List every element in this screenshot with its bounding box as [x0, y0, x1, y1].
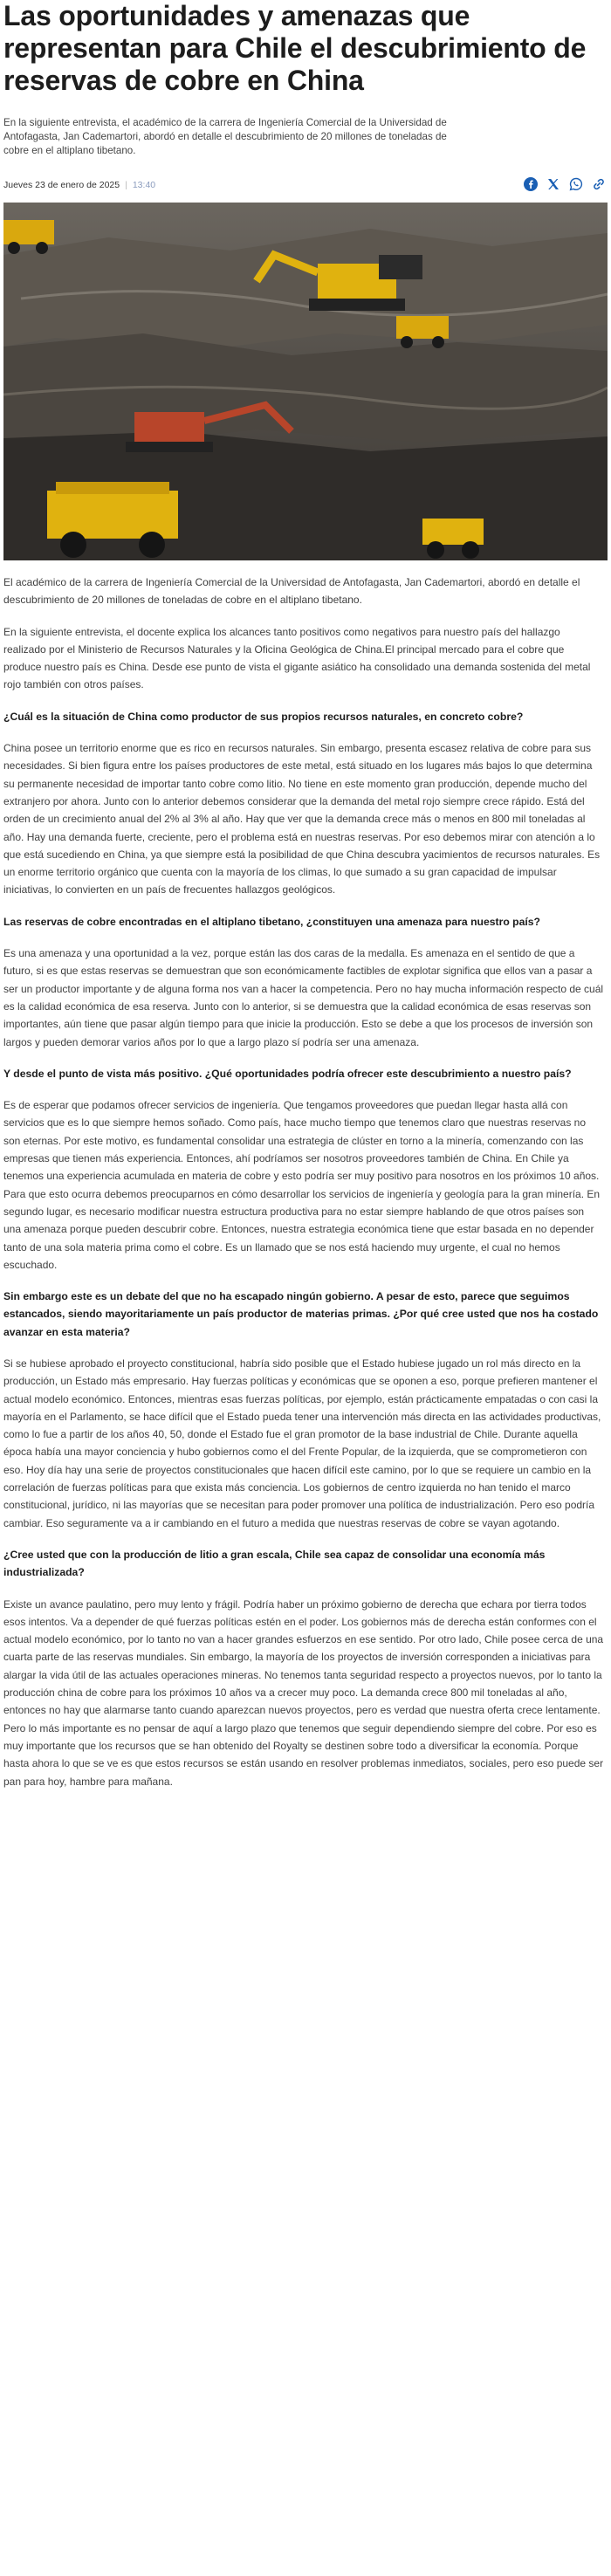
answer-3: Es de esperar que podamos ofrecer servicios de ingeniería. Que tengamos proveedores que puedan llegar hasta allá con servicios que es lo que siempre hemos soñado. Como país, hace mucho tiempo que tenemos claro que nuestras reservas no son eternas. Por este motivo, es fundamental consolidar una estrategia de clúster en torno a la minería, comenzando con las empresas que tienen más experiencia. Entonces, ahí podríamos ser nosotros proveedores también de China. En Chile ya tenemos una experiencia acumulada en materia de cobre y esto podría ser muy positivo para nosotros en los próximos 10 años. Para que esto ocurra debemos preocuparnos en cómo desarrollar los servicios de ingeniería y geología para la gran minería. En segundo lugar, es necesario modificar nuestra estructura productiva para no estar siempre hablando de que otros países son una amenaza porque pueden descubrir cobre. Entonces, nuestra estrategia económica tiene que estar basada en no depender tanto de una sola materia prima como el cobre. Es un llamado que se nos está haciendo muy urgente, el cual no hemos escuchado. [3, 1099, 601, 1271]
question-3: Y desde el punto de vista más positivo. ¿Qué oportunidades podría ofrecer este descubrimiento a nuestro país? [3, 1067, 572, 1080]
article-meta [3, 180, 155, 190]
context-paragraph: En la siguiente entrevista, el docente explica los alcances tanto positivos como negativos para nuestro país del hallazgo realizado por el Ministerio de Recursos Naturales y la Oficina Geológica de China.El principal mercado para el cobre que produce nuestro país es China. Desde ese punto de vista el gigante asiático ha consolidado una demanda sostenida del metal rojo también con otros países. [3, 625, 591, 691]
headline: Las oportunidades y amenazas que representan para Chile el descubrimiento de reservas de cobre en China [3, 0, 587, 96]
question-2: Las reservas de cobre encontradas en el altiplano tibetano, ¿constituyen una amenaza para nuestro país? [3, 915, 540, 928]
mining-photo [3, 203, 608, 560]
lead-paragraph: En la siguiente entrevista, el académico de la carrera de Ingeniería Comercial de la Universidad de Antofagasta, Jan Cademartori, abordó en detalle el descubrimiento de 20 millones de toneladas de cobre en el altiplano tibetano. [3, 117, 447, 156]
meta-separator: | [125, 180, 127, 190]
facebook-icon[interactable] [524, 177, 538, 191]
whatsapp-icon[interactable] [569, 177, 583, 191]
publish-date: Jueves 23 de enero de 2025 [3, 180, 120, 190]
answer-2: Es una amenaza y una oportunidad a la vez, porque están las dos caras de la medalla. Es amenaza en el sentido de que a futuro, si es que estas reservas se demuestran que son económicamente factibles de explotar significa que ellos van a pasar a ser un productor importante y de alguna forma nos van a hacer la competencia. Pero no hay mucha información respecto de cuál es la calidad económica de esa reserva. Junto con lo anterior, si se demuestra que la calidad económica de esas reservas son importantes, aún tiene que pasar algún tiempo para que inicie la producción. Esto se debe a que los procesos de inversión son largos y pueden demorar varios años por lo que a largo plazo sí podría ser una amenaza. [3, 947, 604, 1048]
question-1: ¿Cuál es la situación de China como productor de sus propios recursos naturales, en concreto cobre? [3, 710, 524, 723]
x-icon[interactable] [546, 177, 560, 191]
question-4: Sin embargo este es un debate del que no ha escapado ningún gobierno. A pesar de esto, parece que seguimos estancados, siendo mayoritariamente un país productor de materias primas. ¿Por qué cree usted que nos ha costado avanzar en esta materia? [3, 1290, 599, 1338]
intro-paragraph: El académico de la carrera de Ingeniería Comercial de la Universidad de Antofagasta, Jan Cademartori, abordó en detalle el descubrimiento de 20 millones de toneladas de cobre en el altiplano tibetano. [3, 576, 580, 607]
publish-time: 13:40 [132, 180, 156, 190]
answer-5: Existe un avance paulatino, pero muy lento y frágil. Podría haber un próximo gobierno de derecha que echara por tierra todos esos intentos. Va a depender de qué fuerzas políticas estén en el poder. Los gobiernos más de derecha están conformes con el actual modelo económico, por lo tanto no van a hacer grandes esfuerzos en ese sentido. Por otro lado, Chile posee cerca de una cuarta parte de las reservas mundiales. Sin embargo, la mayoría de los proyectos de inversión corresponden a iniciativas para alargar la vida útil de las actuales operaciones mineras. No tenemos tanta seguridad respecto a proyectos nuevos, por lo tanto la producción china de cobre para los próximos 10 años va a crecer muy poco. La demanda crece 800 mil toneladas al año, entonces no hay que alarmarse tanto cuando aparezcan nuevos proyectos, pero es verdad que nuestra oferta crece lentamente. Pero lo más importante es no pensar de aquí a largo plazo que tenemos que seguir dependiendo siempre del cobre. Por eso es muy importante que los recursos que se han obtenido del Royalty se destinen sobre todo a diversificar la economía. Porque hasta ahora lo que se ve es que estos recursos se están usando en resolver problemas inmediatos, sociales, pero eso puede ser pan para hoy, hambre para mañana. [3, 1597, 604, 1788]
answer-4: Si se hubiese aprobado el proyecto constitucional, habría sido posible que el Estado hubiese jugado un rol más directo en la producción, un Estado más empresario. Hay fuerzas políticas y económicas que se oponen a eso, porque prefieren mantener el actual modelo económico. Entonces, mientras esas fuerzas políticas, por ejemplo, están prácticamente empatadas o con casi la mayoría en el Parlamento, se hace difícil que el Estado pueda tener una intervención más directa en las actividades productivas, como lo fue a partir de los años 40, 50, donde el Estado fue el gran promotor de la base industrial de Chile. Durante aquella época había una mayor conciencia y hubo gobiernos como el del Frente Popular, de la izquierda, que se comprometieron con eso. Hoy día hay una serie de proyectos constitucionales que hacen difícil este camino, por lo que se requiere un cambio en la correlación de fuerzas políticas para que exista más conciencia. Los gobiernos de centro izquierda no han tenido el marco constitucional, jurídico, ni las mayorías que se necesitan para poder promover una política de industrialización. Pero eso podría cambiar. Eso seguramente va a ir cambiando en el futuro a medida que nuestras reservas de cobre se vayan agotando. [3, 1357, 601, 1529]
share-bar [524, 177, 606, 191]
link-icon[interactable] [592, 177, 606, 191]
question-5: ¿Cree usted que con la producción de litio a gran escala, Chile sea capaz de consolidar una economía más industrializada? [3, 1548, 546, 1579]
answer-1: China posee un territorio enorme que es rico en recursos naturales. Sin embargo, presenta escasez relativa de cobre para sus necesidades. Si bien figura entre los países productores de este metal, está situado en los lugares más bajos lo que determina su permanente necesidad de importar tanto cobre como litio. No tiene en este momento gran producción, depende mucho del extranjero por ahora. Junto con lo anterior debemos considerar que la demanda del metal rojo siempre crece rápido. Está del orden de un crecimiento anual del 2% al 3% al año. Hay que ver que la demanda crece más o menos en 800 mil toneladas al año. Hay una demanda fuerte, creciente, pero el problema está en nuestras reservas. Por eso debemos mirar con atención a lo que está sucediendo en China, ya que siempre está la posibilidad de que China descubra yacimientos de recursos naturales. Es un enorme territorio orgánico que cuenta con la mayoría de los climas, lo que sumado a su gran capacidad de impulsar iniciativas, lo convierten en un país de frecuentes hallazgos geológicos. [3, 742, 601, 896]
article-body [3, 574, 604, 1804]
